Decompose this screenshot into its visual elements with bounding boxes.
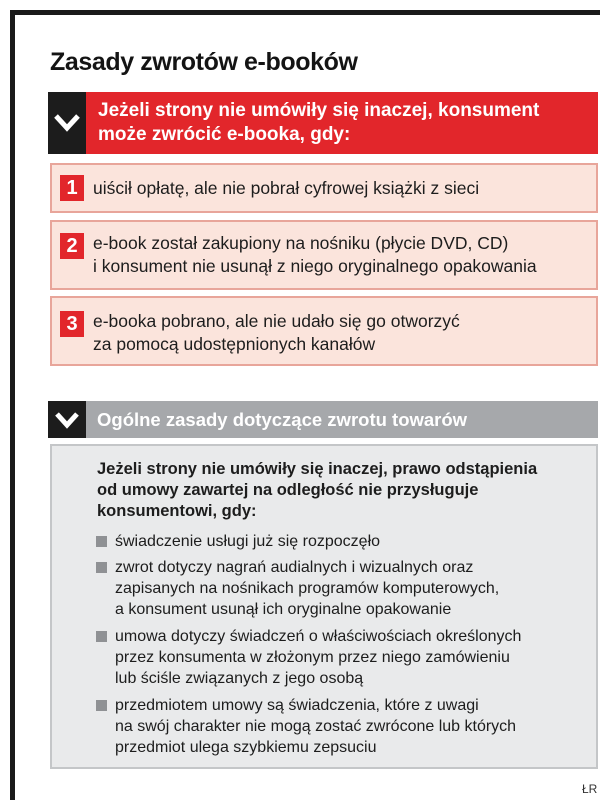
frame-notch-inner [15,15,60,32]
item-number-badge: 3 [60,311,84,337]
section1-heading-line: Jeżeli strony nie umówiły się inaczej, konsument [98,100,540,121]
list-item [50,296,598,366]
section2-heading: Ogólne zasady dotyczące zwrotu towarów [86,401,598,438]
bullet-line: świadczenie usługi już się rozpoczęło [115,533,381,550]
item-text [93,177,479,200]
item-text-line: e-booka pobrano, ale nie udało się go otworzyć [93,311,460,331]
list-item [50,220,598,290]
bullet-line: a konsument usunął ich oryginalne opakowanie [115,601,452,618]
bullet-line: zapisanych na nośnikach programów komputerowych, [115,580,500,597]
item-text [93,310,460,356]
author-credit: ŁR [582,782,598,796]
bullet-item [96,695,516,758]
section2-lead [97,459,537,522]
bullet-line: na swój charakter nie mogą zostać zwrócone lub których [115,718,517,735]
list-item [50,163,598,213]
bullet-line: umowa dotyczy świadczeń o właściwościach określonych [115,628,522,645]
chevron-down-icon [53,113,81,133]
item-number-badge: 1 [60,175,84,201]
square-bullet-icon [96,631,107,642]
item-text-line: e-book został zakupiony na nośniku (płycie DVD, CD) [93,233,509,253]
bullet-item [96,531,380,552]
item-text-line: za pomocą udostępnionych kanałów [93,334,376,354]
section1-marker [48,92,86,154]
bullet-item [96,557,499,620]
bullet-line: przedmiot ulega szybkiemu zepsuciu [115,739,377,756]
section1-heading-line: może zwrócić e-booka, gdy: [98,124,351,145]
page-title: Zasady zwrotów e-booków [50,48,358,76]
section1-heading [86,92,598,154]
section2-panel [50,444,598,769]
square-bullet-icon [96,562,107,573]
square-bullet-icon [96,700,107,711]
bullet-line: przez konsumenta w złożonym przez niego zamówieniu [115,649,510,666]
item-text [93,232,537,278]
bullet-line: zwrot dotyczy nagrań audialnych i wizualnych oraz [115,559,474,576]
frame-left-rule [10,10,15,800]
section2-marker [48,401,86,438]
lead-line: Jeżeli strony nie umówiły się inaczej, prawo odstąpienia [97,460,538,478]
item-text-line: i konsument nie usunął z niego oryginalnego opakowania [93,256,537,276]
item-number-badge: 2 [60,233,84,259]
bullet-line: lub ściśle związanych z jego osobą [115,670,364,687]
item-text-line: uiścił opłatę, ale nie pobrał cyfrowej książki z sieci [93,178,480,198]
bullet-item [96,626,521,689]
square-bullet-icon [96,536,107,547]
chevron-down-icon [54,411,80,429]
lead-line: konsumentowi, gdy: [97,502,257,520]
lead-line: od umowy zawartej na odległość nie przysługuje [97,481,479,499]
frame-top-rule [10,10,600,15]
bullet-line: przedmiotem umowy są świadczenia, które z uwagi [115,697,479,714]
